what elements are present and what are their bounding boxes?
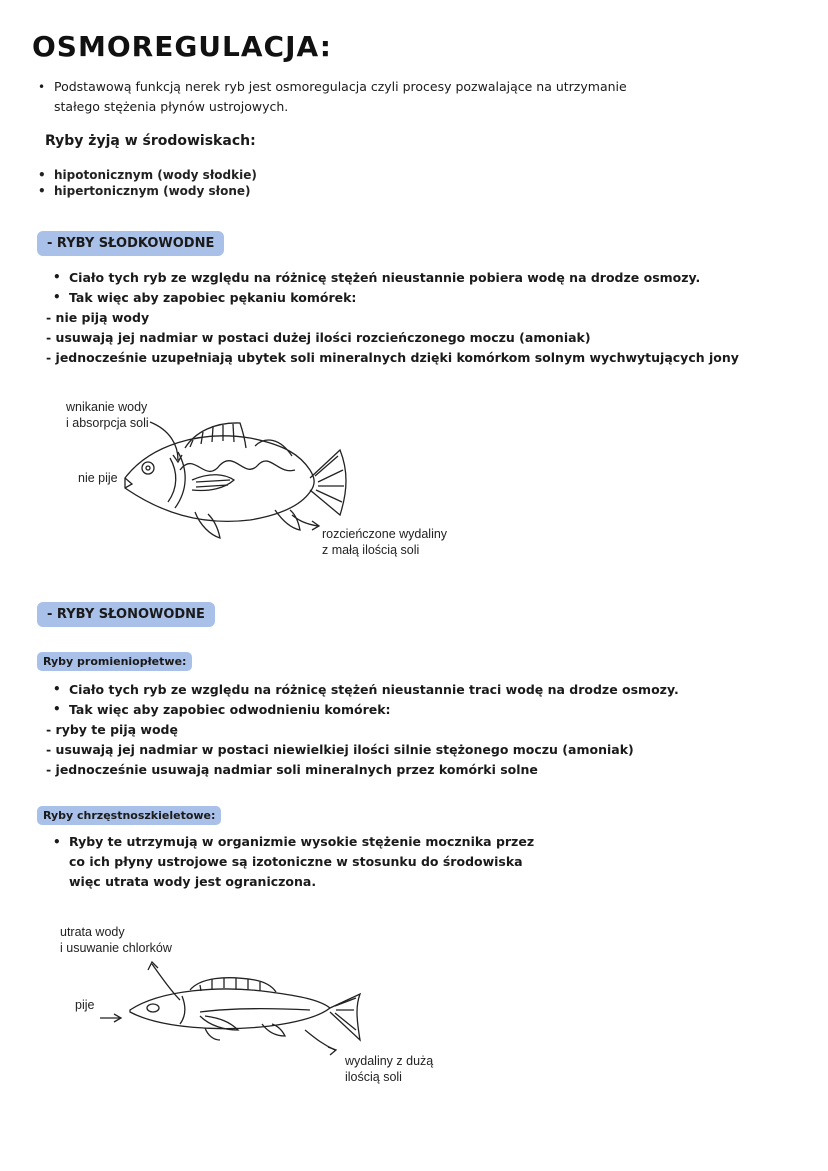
saltwater-dash-line: - jednocześnie usuwają nadmiar soli mineralnych przez komórki solne: [46, 762, 538, 777]
diagram-label-line: z małą ilością soli: [322, 543, 420, 557]
bullet-dot: •: [38, 184, 46, 198]
bullet-dot: •: [53, 702, 61, 716]
environment-item-text: hipertonicznym (wody słone): [54, 184, 251, 198]
diagram-label-line: i usuwanie chlorków: [60, 941, 172, 955]
diagram-label-drinks: pije: [75, 998, 95, 1012]
cartilaginous-line: co ich płyny ustrojowe są izotoniczne w stosunku do środowiska: [69, 854, 523, 869]
saltwater-bullet-text: Ciało tych ryb ze względu na różnicę stężeń nieustannie traci wodę na drodze osmozy.: [69, 682, 679, 697]
bullet-dot: •: [53, 270, 61, 284]
bullet-dot: •: [38, 168, 46, 182]
diagram-label-line: wnikanie wody: [66, 400, 148, 414]
diagram-label-line: ilością soli: [345, 1070, 402, 1084]
bony-fish-label: Ryby promieniopłetwe:: [37, 652, 192, 671]
environment-item-text: hipotonicznym (wody słodkie): [54, 168, 257, 182]
freshwater-dash-line: - nie piją wody: [46, 310, 150, 325]
saltwater-dash-line: - ryby te piją wodę: [46, 722, 178, 737]
page-title: OSMOREGULACJA:: [32, 30, 332, 63]
freshwater-dash-line: - usuwają jej nadmiar w postaci dużej ilości rozcieńczonego moczu (amoniak): [46, 330, 591, 345]
diagram-label-line: wydaliny z dużą: [345, 1054, 434, 1068]
diagram-label-line: i absorpcja soli: [66, 416, 149, 430]
cartilaginous-line: więc utrata wody jest ograniczona.: [69, 874, 317, 889]
diagram-label-no-drink: nie pije: [78, 471, 118, 485]
bullet-dot: •: [53, 682, 61, 696]
cartilaginous-line: Ryby te utrzymują w organizmie wysokie stężenie mocznika przez: [69, 834, 535, 849]
freshwater-section-label: - RYBY SŁODKOWODNE: [37, 231, 224, 256]
diagram-label-line: rozcieńczone wydaliny: [322, 527, 448, 541]
bullet-dot: •: [38, 80, 46, 94]
saltwater-dash-line: - usuwają jej nadmiar w postaci niewielkiej ilości silnie stężonego moczu (amoniak): [46, 742, 634, 757]
bullet-dot: •: [53, 290, 61, 304]
cartilaginous-fish-label: Ryby chrzęstnoszkieletowe:: [37, 806, 221, 825]
freshwater-bullet-text: Tak więc aby zapobiec pękaniu komórek:: [69, 290, 357, 305]
saltwater-bullet-text: Tak więc aby zapobiec odwodnieniu komórek:: [69, 702, 391, 717]
freshwater-dash-line: - jednocześnie uzupełniają ubytek soli mineralnych dzięki komórkom solnym wychwytujących jony: [46, 350, 739, 365]
saltwater-section-label: - RYBY SŁONOWODNE: [37, 602, 215, 627]
freshwater-bullet-text: Ciało tych ryb ze względu na różnicę stężeń nieustannie pobiera wodę na drodze osmozy.: [69, 270, 701, 285]
bullet-dot: •: [53, 835, 61, 849]
intro-line-2: stałego stężenia płynów ustrojowych.: [54, 99, 289, 114]
diagram-label-line: utrata wody: [60, 925, 125, 939]
intro-line-1: Podstawową funkcją nerek ryb jest osmoregulacja czyli procesy pozwalające na utrzymanie: [54, 79, 627, 94]
environments-heading: Ryby żyją w środowiskach:: [45, 133, 256, 149]
